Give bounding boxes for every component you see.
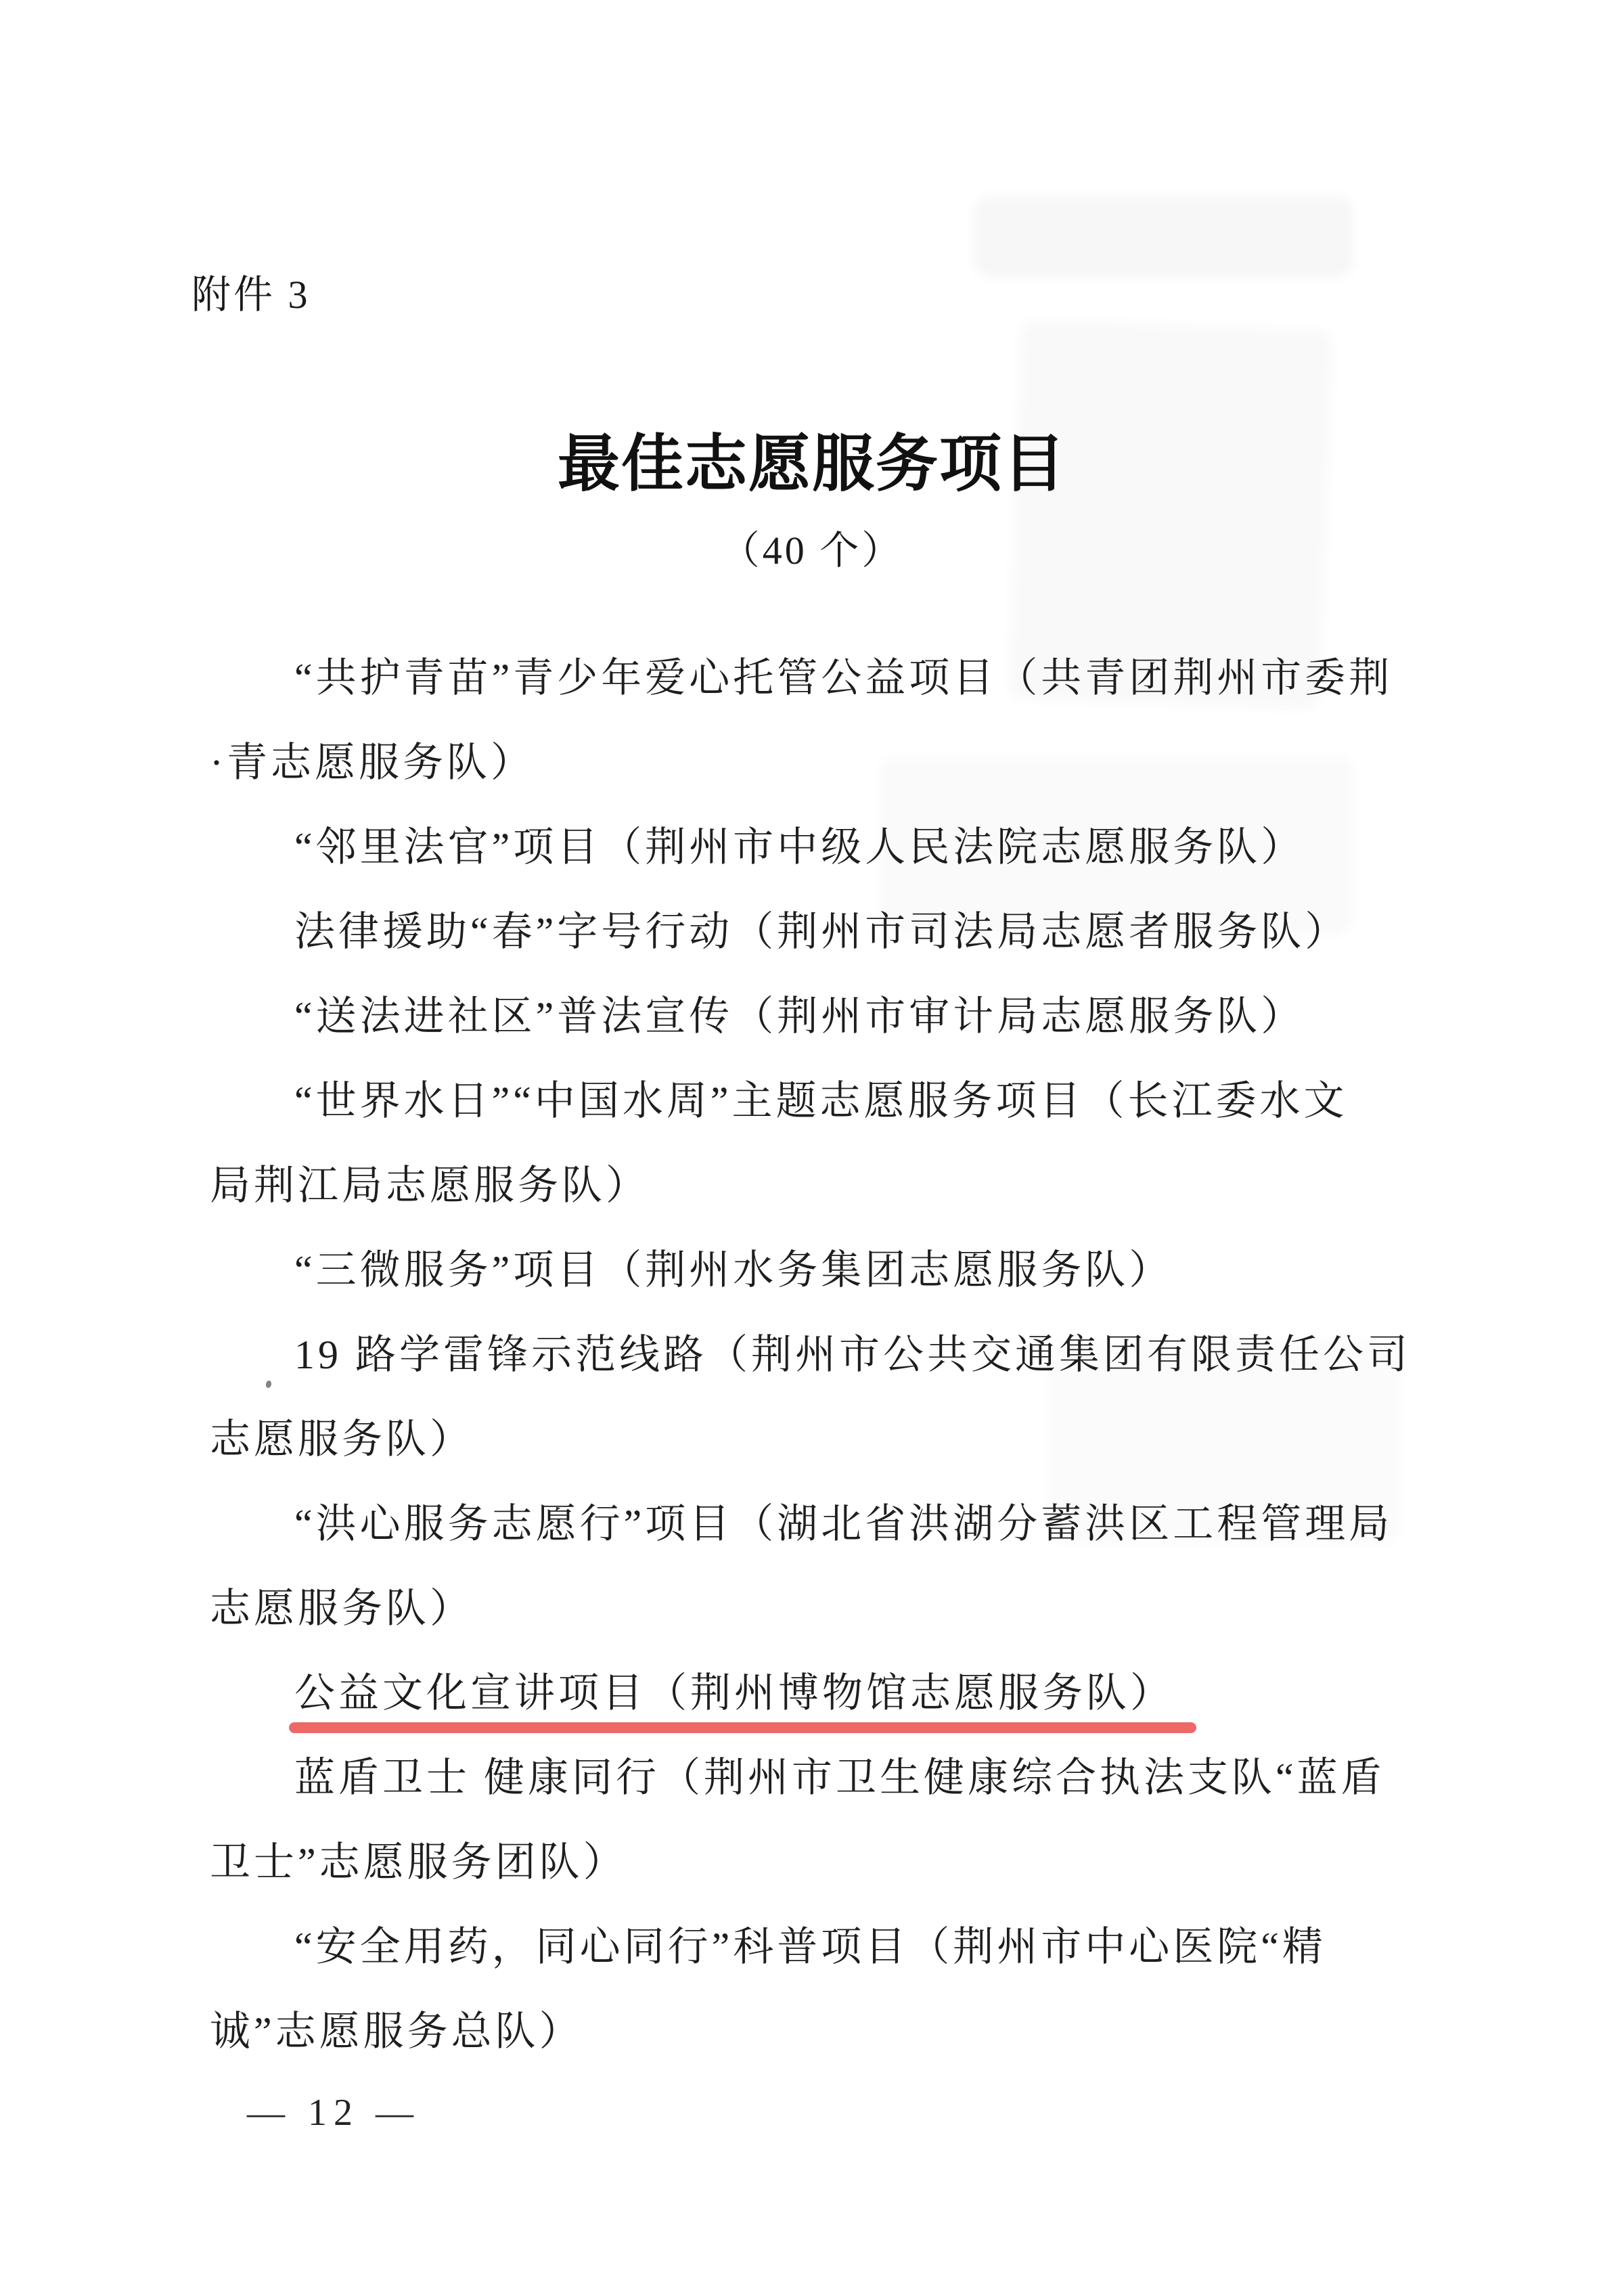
- body-line: “三微服务”项目（荆州水务集团志愿服务队）: [294, 1248, 1173, 1293]
- document-title: 最佳志愿服务项目: [557, 430, 1066, 499]
- body-line: “安全用药，同心同行”科普项目（荆州市中心医院“精: [294, 1925, 1326, 1969]
- body-line: 志愿服务队）: [210, 1417, 474, 1462]
- body-line: “邻里法官”项目（荆州市中级人民法院志愿服务队）: [294, 825, 1305, 870]
- scan-artifact: [974, 196, 1353, 277]
- body-line: “送法进社区”普法宣传（荆州市审计局志愿服务队）: [294, 994, 1305, 1039]
- body-line: 法律援助“春”字号行动（荆州市司法局志愿者服务队）: [294, 910, 1349, 954]
- body-line: “世界水日”“中国水周”主题志愿服务项目（长江委水文: [294, 1079, 1348, 1123]
- body-line: 19 路学雷锋示范线路（荆州市公共交通集团有限责任公司: [294, 1332, 1411, 1377]
- body-line: 公益文化宣讲项目（荆州博物馆志愿服务队）: [294, 1671, 1174, 1716]
- body-line: 诚”志愿服务总队）: [210, 2009, 583, 2054]
- body-line: ·青志愿服务队）: [210, 740, 535, 785]
- attachment-label: 附件 3: [191, 273, 311, 317]
- body-text: [210, 636, 1421, 2074]
- body-line: 蓝盾卫士 健康同行（荆州市卫生健康综合执法支队“蓝盾: [294, 1755, 1385, 1800]
- page-number: — 12 —: [247, 2092, 420, 2134]
- body-line: “洪心服务志愿行”项目（湖北省洪湖分蓄洪区工程管理局: [294, 1502, 1393, 1546]
- body-line: 局荆江局志愿服务队）: [210, 1163, 650, 1208]
- body-line: 志愿服务队）: [210, 1586, 474, 1631]
- body-line: 卫士”志愿服务团队）: [210, 1840, 627, 1885]
- document-subtitle: （40 个）: [720, 529, 904, 573]
- red-underline-annotation: [289, 1722, 1196, 1733]
- body-line: “共护青苗”青少年爱心托管公益项目（共青团荆州市委荆: [294, 656, 1393, 700]
